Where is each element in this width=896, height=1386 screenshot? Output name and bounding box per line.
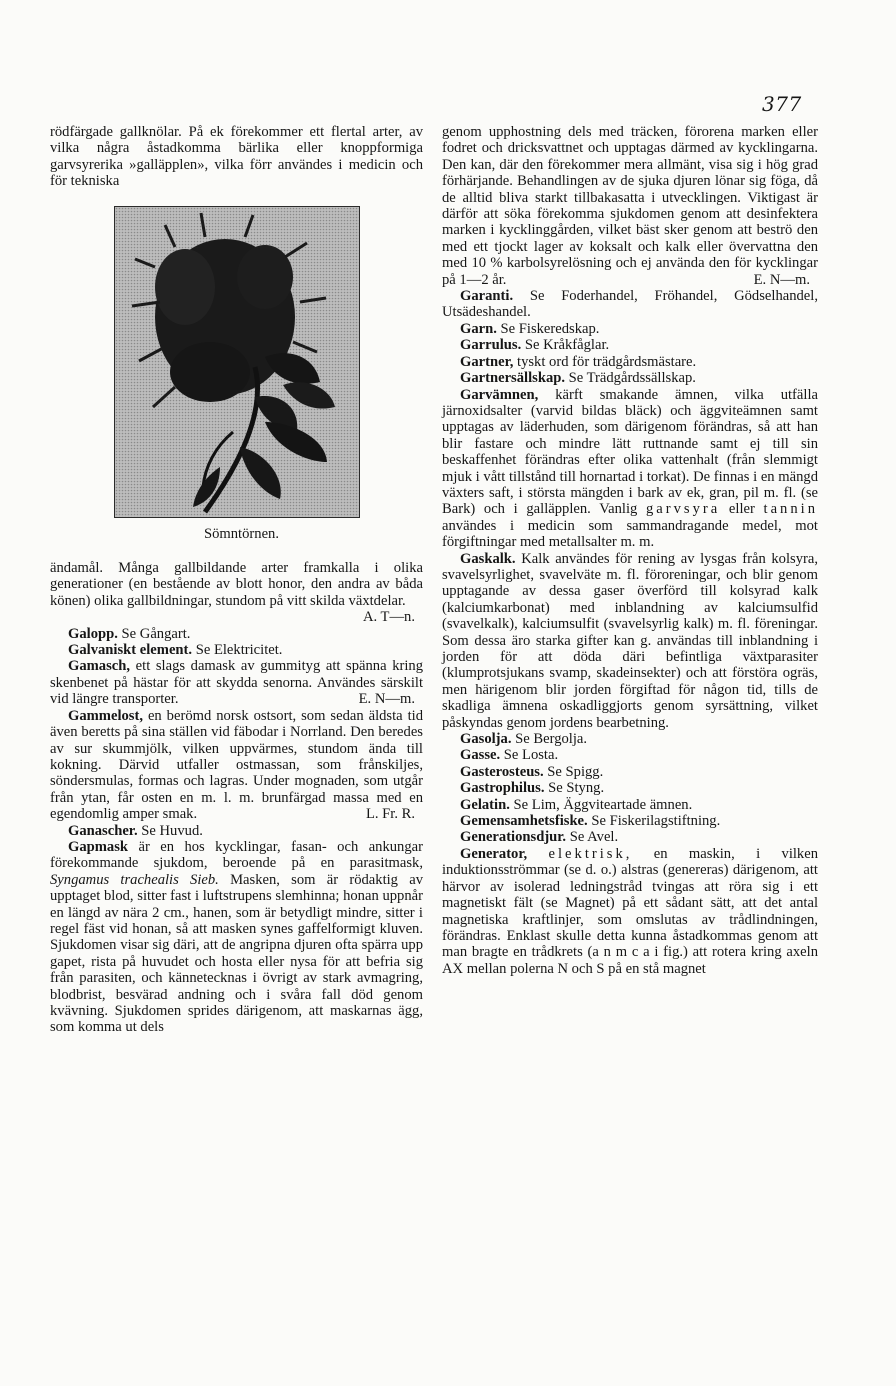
entry-garvamnen: Garvämnen, kärft smakande ämnen, vilka utfälla järnoxidsalter (varvid bildas bläck) och äggviteämnen samt upptagas av läderhuden, som därigenom förändras, så att han blir fastare och mindre lätt ruttnande samt ej till sin beskaffenhet förändras efter olika vattenhalt (från slemmigt mjuk i vått tillstånd till hornartad i torkat). De finnas i en mängd växters saft, i största mängden i bark av ek, gran, pil m. fl. (se Bark) och i galläpplen. Vanlig garvsyra eller tannin användes i medicin som sammandragande medel, mot förgiftningar med metallsalter m. m. [442, 386, 818, 551]
signature: A. T—n. [362, 609, 415, 626]
headword: Galvaniskt element. [68, 642, 193, 659]
entry-generator: Generator, elektrisk, en maskin, i vilken induktionsströmmar (se d. o.) alstras (genereras) därigenom, att härvor av isolerad ledningstråd tvingas att röra sig i ett magnetiskt fält (se Magnet) på ett sådant sätt, att det antal magnetiska kraftlinjer, som omslutas av trådlindningen, förändras. Enklast skulle detta kunna åstadkommas genom att man bragte en trådkrets (a n m c a i fig.) att rotera kring axeln AX mellan polerna N och S på en stå magnet [442, 845, 819, 977]
continued-text: genom upphostning dels med träcken, förorena marken eller fodret och dricksvattnet och upptagas därmed av kycklingarna. Den kan, där den förekommer mera allmänt, visa sig i hög grad förhärjande. Behandlingen av de sjuka djuren lönar sig föga, då de alltid bliva starkt tillbakasatta i utvecklingen. Viktigast är därför att söka förekomma sjukdomen genom att desinfektera marken i kycklinggården, vilket bäst sker genom att beströ den med ett tjockt lager av koksalt och kalk eller övervattna den med 10 % karbolsyrelösning och ej använda den för kycklingar på 1—2 år. E. N—m. [442, 124, 818, 288]
entry-generationsdjur: Generationsdjur. Se Avel. [460, 829, 619, 846]
headword: Garn. [460, 320, 497, 337]
right-column [442, 124, 818, 977]
figure-photo [115, 207, 359, 517]
headword: Gemensamhetsfiske. [460, 813, 588, 830]
signature: L. Fr. R. [365, 806, 415, 823]
entry-gasse: Gasse. Se Losta. [460, 747, 559, 764]
headword: Gamasch, [68, 658, 131, 675]
entry-gasterosteus: Gasterosteus. Se Spigg. [460, 763, 604, 780]
entry-gartner: Gartner, tyskt ord för trädgårdsmästare. [460, 353, 697, 370]
headword: Gartner, [460, 353, 514, 370]
headword: Gapmask [68, 838, 129, 855]
headword: Ganascher. [68, 822, 138, 839]
entry-galvaniskt-element: Galvaniskt element. Se Elektricitet. [68, 642, 283, 659]
signature: E. N—m. [753, 271, 810, 288]
headword: Generationsdjur. [460, 829, 567, 846]
entry-garrulus: Garrulus. Se Kråkfåglar. [460, 337, 610, 354]
headword: Galopp. [68, 625, 118, 642]
headword: Gasse. [460, 747, 501, 764]
entry-gamasch: Gamasch, ett slags damask av gummityg att spänna kring skenbenet på hästar för att skydda senorna. Användes särskilt vid längre transporter. E. N—m. [50, 658, 423, 708]
headword: Gartnersällskap. [460, 370, 565, 387]
entry-gastrophilus: Gastrophilus. Se Styng. [460, 780, 605, 797]
entry-garn: Garn. Se Fiskeredskap. [460, 320, 600, 337]
entry-gelatin: Gelatin. Se Lim, Äggviteartade ämnen. [460, 796, 693, 813]
headword: Gelatin. [460, 796, 510, 813]
headword: Generator, [460, 845, 528, 862]
headword: Garrulus. [460, 337, 522, 354]
after-figure-text: ändamål. Många gallbildande arter framkalla i olika generationer (en bestående av blott honor, den andra av båda könen) olika gallbildningar, stundom på vitt skilda växtdelar. A. T—n. [50, 560, 423, 626]
figure-somntornen [114, 206, 360, 518]
entry-ganascher: Ganascher. Se Huvud. [68, 822, 203, 839]
entry-gapmask: Gapmask är en hos kycklingar, fasan- och ankungar förekommande sjukdom, beroende på en parasitmask, Syngamus trachealis Sieb. Masken, som är rödaktig av upptaget blod, sitter fast i luftstrupens slemhinna; honan uppnår en längd av nära 2 cm., hanen, som är betydligt mindre, sitter i regel fäst vid honan, så att masken synes gaffelformigt kluven. Sjukdomen visar sig däri, att de angripna djuren ofta spärra upp gapet, rista på huvudet och hosta eller nysa för att befria sig från parasiten, och kännetecknas i övrigt av stark avmagring, blodbrist, besvärad andning och i svåra fall död genom kvävning. Sjukdomen sprides därigenom, att maskarnas ägg, som komma ut dels [50, 838, 423, 1036]
headword: Gammelost, [68, 707, 143, 724]
entry-gasolja: Gasolja. Se Bergolja. [460, 731, 588, 748]
entry-gaskalk: Gaskalk. Kalk användes för rening av lysgas från kolsyra, svavelsyrlighet, svavelväte m. fl. föroreningar, och blir genom upptagande av dessa gaser överförd till kolsyrad kalk (kalciumkarbonat) med inblandning av kalciumsulfid (svavelkalk), kalciumsulfit (svavelsyrlig kalk) m. fl. föreningar. Som dessa äro starka gifter kan g. användas till inblandning i jorden för att döda däri befintliga växtparasiter (klumprotsjukans svamp, skadeinsekter) och att förstöra ogräs, men härigenom blir jorden förgiftad för någon tid, tills de skadliga ämnena oskadliggjorts genom syrsättning, vilket påskyndas genom jordens bearbetning. [442, 550, 818, 731]
latin-name: Syngamus trachealis Sieb. [50, 871, 219, 888]
headword: Garvämnen, [460, 386, 539, 403]
entry-gemensamhetsfiske: Gemensamhetsfiske. Se Fiskerilagstiftning. [460, 813, 721, 830]
left-column [50, 124, 423, 1036]
headword: Gasterosteus. [460, 763, 544, 780]
entry-gartnersallskap: Gartnersällskap. Se Trädgårdssällskap. [460, 370, 696, 387]
page-number: 377 [762, 92, 802, 116]
entry-garanti: Garanti. Se Foderhandel, Fröhandel, Gödselhandel, Utsädeshandel. [442, 288, 818, 321]
figure-caption: Sömntörnen. [204, 525, 279, 542]
signature: E. N—m. [358, 691, 415, 708]
headword: Gasolja. [460, 731, 512, 748]
intro-text: rödfärgade gallknölar. På ek förekommer ett flertal arter, av vilka några åstadkomma bärlika eller knoppformiga garvsyrerika »galläpplen», vilka förr användes i medicin och för tekniska [50, 124, 423, 190]
entry-gammelost: Gammelost, en berömd norsk ostsort, som sedan äldsta tid även beretts på sina ställen vid fäbodar i Norrland. Den beredes av sur skummjölk, vilken uppvärmes, stundom ända till kokning. Därvid utfaller ostmassan, som frånskiljes, söndersmulas, formas och lagras. Under mognaden, som utgår från ytan, får osten en m. l. m. brunfärgad massa med en egendomlig amper smak. L. Fr. R. [50, 707, 423, 823]
headword: Garanti. [460, 288, 514, 305]
headword: Gastrophilus. [460, 780, 545, 797]
entry-galopp: Galopp. Se Gångart. [68, 625, 191, 642]
headword: Gaskalk. [460, 550, 516, 567]
